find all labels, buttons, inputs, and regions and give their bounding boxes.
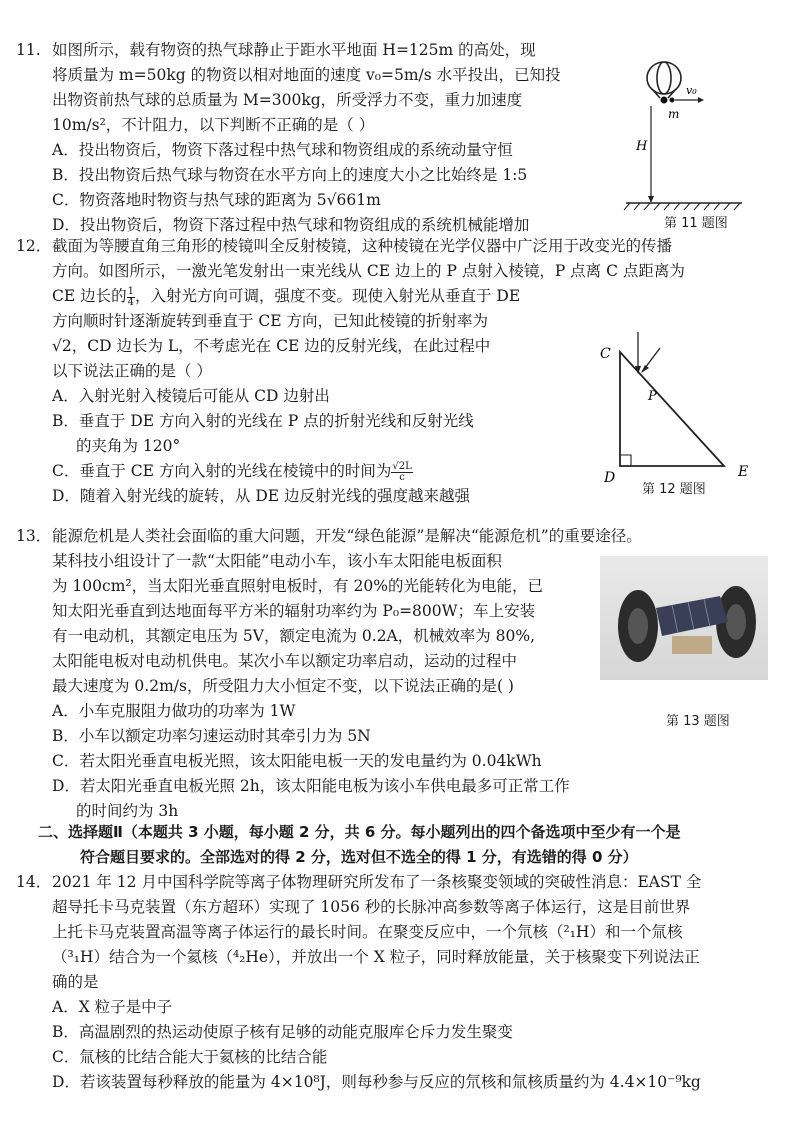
option-c: C．若太阳光垂直电板光照，该太阳能电板一天的发电量约为 0.04kWh [52,752,542,770]
option-d: D．投出物资后，物资下落过程中热气球和物资组成的系统机械能增加 [52,216,530,234]
question-text-line: √2，CD 边长为 L，不考虑光在 CE 边的反射光线，在此过程中 [52,337,491,355]
option-c: C．氚核的比结合能大于氦核的比结合能 [52,1048,328,1066]
cargo-dot [670,98,675,103]
question-text-line: 上托卡马克装置高温等离子体运行的最长时间。在聚变反应中，一个氘核（²₁H）和一个氚核 [52,923,683,941]
arrowhead-icon [641,365,649,373]
option-b: B．垂直于 DE 方向入射的光线在 P 点的折射光线和反射光线 [52,412,474,430]
figure-11-caption: 第 11 题图 [664,216,728,231]
question-text-line: 将质量为 m=50kg 的物资以相对地面的速度 v₀=5m/s 水平投出，已知投 [52,66,561,84]
question-text-line: 有一电动机，其额定电压为 5V，额定电流为 0.2A，机械效率为 80%, [52,627,536,645]
question-text-line: 截面为等腰直角三角形的棱镜叫全反射棱镜，这种棱镜在光学仪器中广泛用于改变光的传播 [52,237,673,255]
option-a: A．X 粒子是中子 [52,998,173,1016]
arrowhead-icon [698,97,704,103]
h-label: H [636,139,648,154]
question-text-line: （³₁H）结合为一个氦核（⁴₂He），并放出一个 X 粒子，同时释放能量，关于核聚变下列说法正 [52,948,700,966]
question-text-line: 方向。如图所示，一激光笔发射出一束光线从 CE 边上的 P 点射入棱镜，P 点离 C 点距离为 [52,262,685,280]
figure-13-caption: 第 13 题图 [666,714,730,729]
ground-hatch [624,203,740,210]
option-d: D．随着入射光线的旋转，从 DE 边反射光线的强度越来越强 [52,487,471,505]
section-heading-line: 符合题目要求的。全部选对的得 2 分，选对但不选全的得 1 分，有选错的得 0 分） [80,848,638,866]
prism-triangle [620,352,724,466]
basket-icon [661,97,668,104]
vertex-e-label: E [738,464,749,480]
fraction-one-quarter: $\frac{1}{4}$ [127,285,134,308]
question-text-line: 太阳能电板对电动机供电。某次小车以额定功率启动，运动的过程中 [52,652,518,670]
question-text-line: 10m/s²，不计阻力，以下判断不正确的是（ ） [52,116,375,134]
section-heading [38,820,764,870]
question-number: 12． [16,237,52,255]
option-b: B．高温剧烈的热运动使原子核有足够的动能克服库仑斥力发生聚变 [52,1023,513,1041]
question-text-line: 出物资前热气球的总质量为 M=300kg，所受浮力不变，重力加速度 [52,91,523,109]
m-label: m [668,107,680,121]
option-c: C．物资落地时物资与热气球的距离为 5√661m [52,191,381,209]
option-b: B．投出物资后热气球与物资在水平方向上的速度大小之比始终是 1:5 [52,166,528,184]
question-text-line: CE 边长的 $\frac{1}{4}$ ，入射光方向可调，强度不变。现使入射光从垂直于 DE [52,285,521,308]
point-p-label: P [648,389,657,404]
question-text-line: 超导托卡马克装置（东方超环）实现了 1056 秒的长脉冲高参数等离子体运行，这是目前世界 [52,898,691,916]
vertex-c-label: C [600,346,611,362]
question-text-line: 能源危机是人类社会面临的重大问题，开发“绿色能源”是解决“能源危机”的重要途径。 [52,527,642,545]
question-text-line: 知太阳光垂直到达地面每平方米的辐射功率约为 P₀=800W；车上安装 [52,602,536,620]
option-d: D．若太阳光垂直电板光照 2h，该太阳能电板为该小车供电最多可正常工作 [52,777,570,795]
question-text-line: 方向顺时针逐渐旋转到垂直于 CE 方向，已知此棱镜的折射率为 [52,312,489,330]
option-c: C．垂直于 CE 方向入射的光线在棱镜中的时间为 $\frac{√2L}{c}$ [52,460,412,483]
solar-car-icon [600,556,768,680]
figure-12-caption: 第 12 题图 [642,482,706,497]
right-angle-mark [620,455,631,466]
question-text-line: 确的是 [52,973,99,991]
question-number: 13． [16,527,52,545]
question-number: 11. [16,41,41,59]
figure-11-balloon [612,56,772,226]
arrowhead-icon [648,196,654,203]
vertex-d-label: D [604,470,616,486]
question-text-line: 为 100cm²，当太阳光垂直照射电板时，有 20%的光能转化为电能，已 [52,577,543,595]
question-14 [16,870,760,1095]
question-text-line: 最大速度为 0.2m/s，所受阻力大小恒定不变，以下说法正确的是( ) [52,677,514,695]
option-a: A．小车克服阻力做功的功率为 1W [52,702,296,720]
solar-car-photo [600,556,768,680]
question-number: 14． [16,873,52,891]
question-text-line: 以下说法正确的是（ ） [52,362,212,380]
option-b-continued: 的夹角为 120° [76,437,181,455]
option-d-continued: 的时间约为 3h [76,802,179,820]
fraction-time: $\frac{√2L}{c}$ [392,460,412,483]
option-a: A．投出物资后，物资下落过程中热气球和物资组成的系统动量守恒 [52,141,513,159]
question-text-line: 某科技小组设计了一款“太阳能”电动小车，该小车太阳能电板面积 [52,552,502,570]
balloon-icon [647,62,681,98]
question-text-line: 2021 年 12 月中国科学院等离子体物理研究所发布了一条核聚变领域的突破性消息：EAST 全 [52,873,702,891]
v0-label: v₀ [686,84,697,97]
figure-12-prism [596,328,766,488]
option-d: D．若该装置每秒释放的能量为 4×10⁸J，则每秒参与反应的氘核和氚核质量约为 4.4×10⁻⁹kg [52,1073,701,1091]
option-b: B．小车以额定功率匀速运动时其牵引力为 5N [52,727,371,745]
section-heading-line: 二、选择题Ⅱ（本题共 3 小题，每小题 2 分，共 6 分。每小题列出的四个备选项中至少有一个是 [38,823,681,841]
option-a: A．入射光射入棱镜后可能从 CD 边射出 [52,387,330,405]
question-text-line: 如图所示，载有物资的热气球静止于距水平地面 H=125m 的高处，现 [52,41,536,59]
